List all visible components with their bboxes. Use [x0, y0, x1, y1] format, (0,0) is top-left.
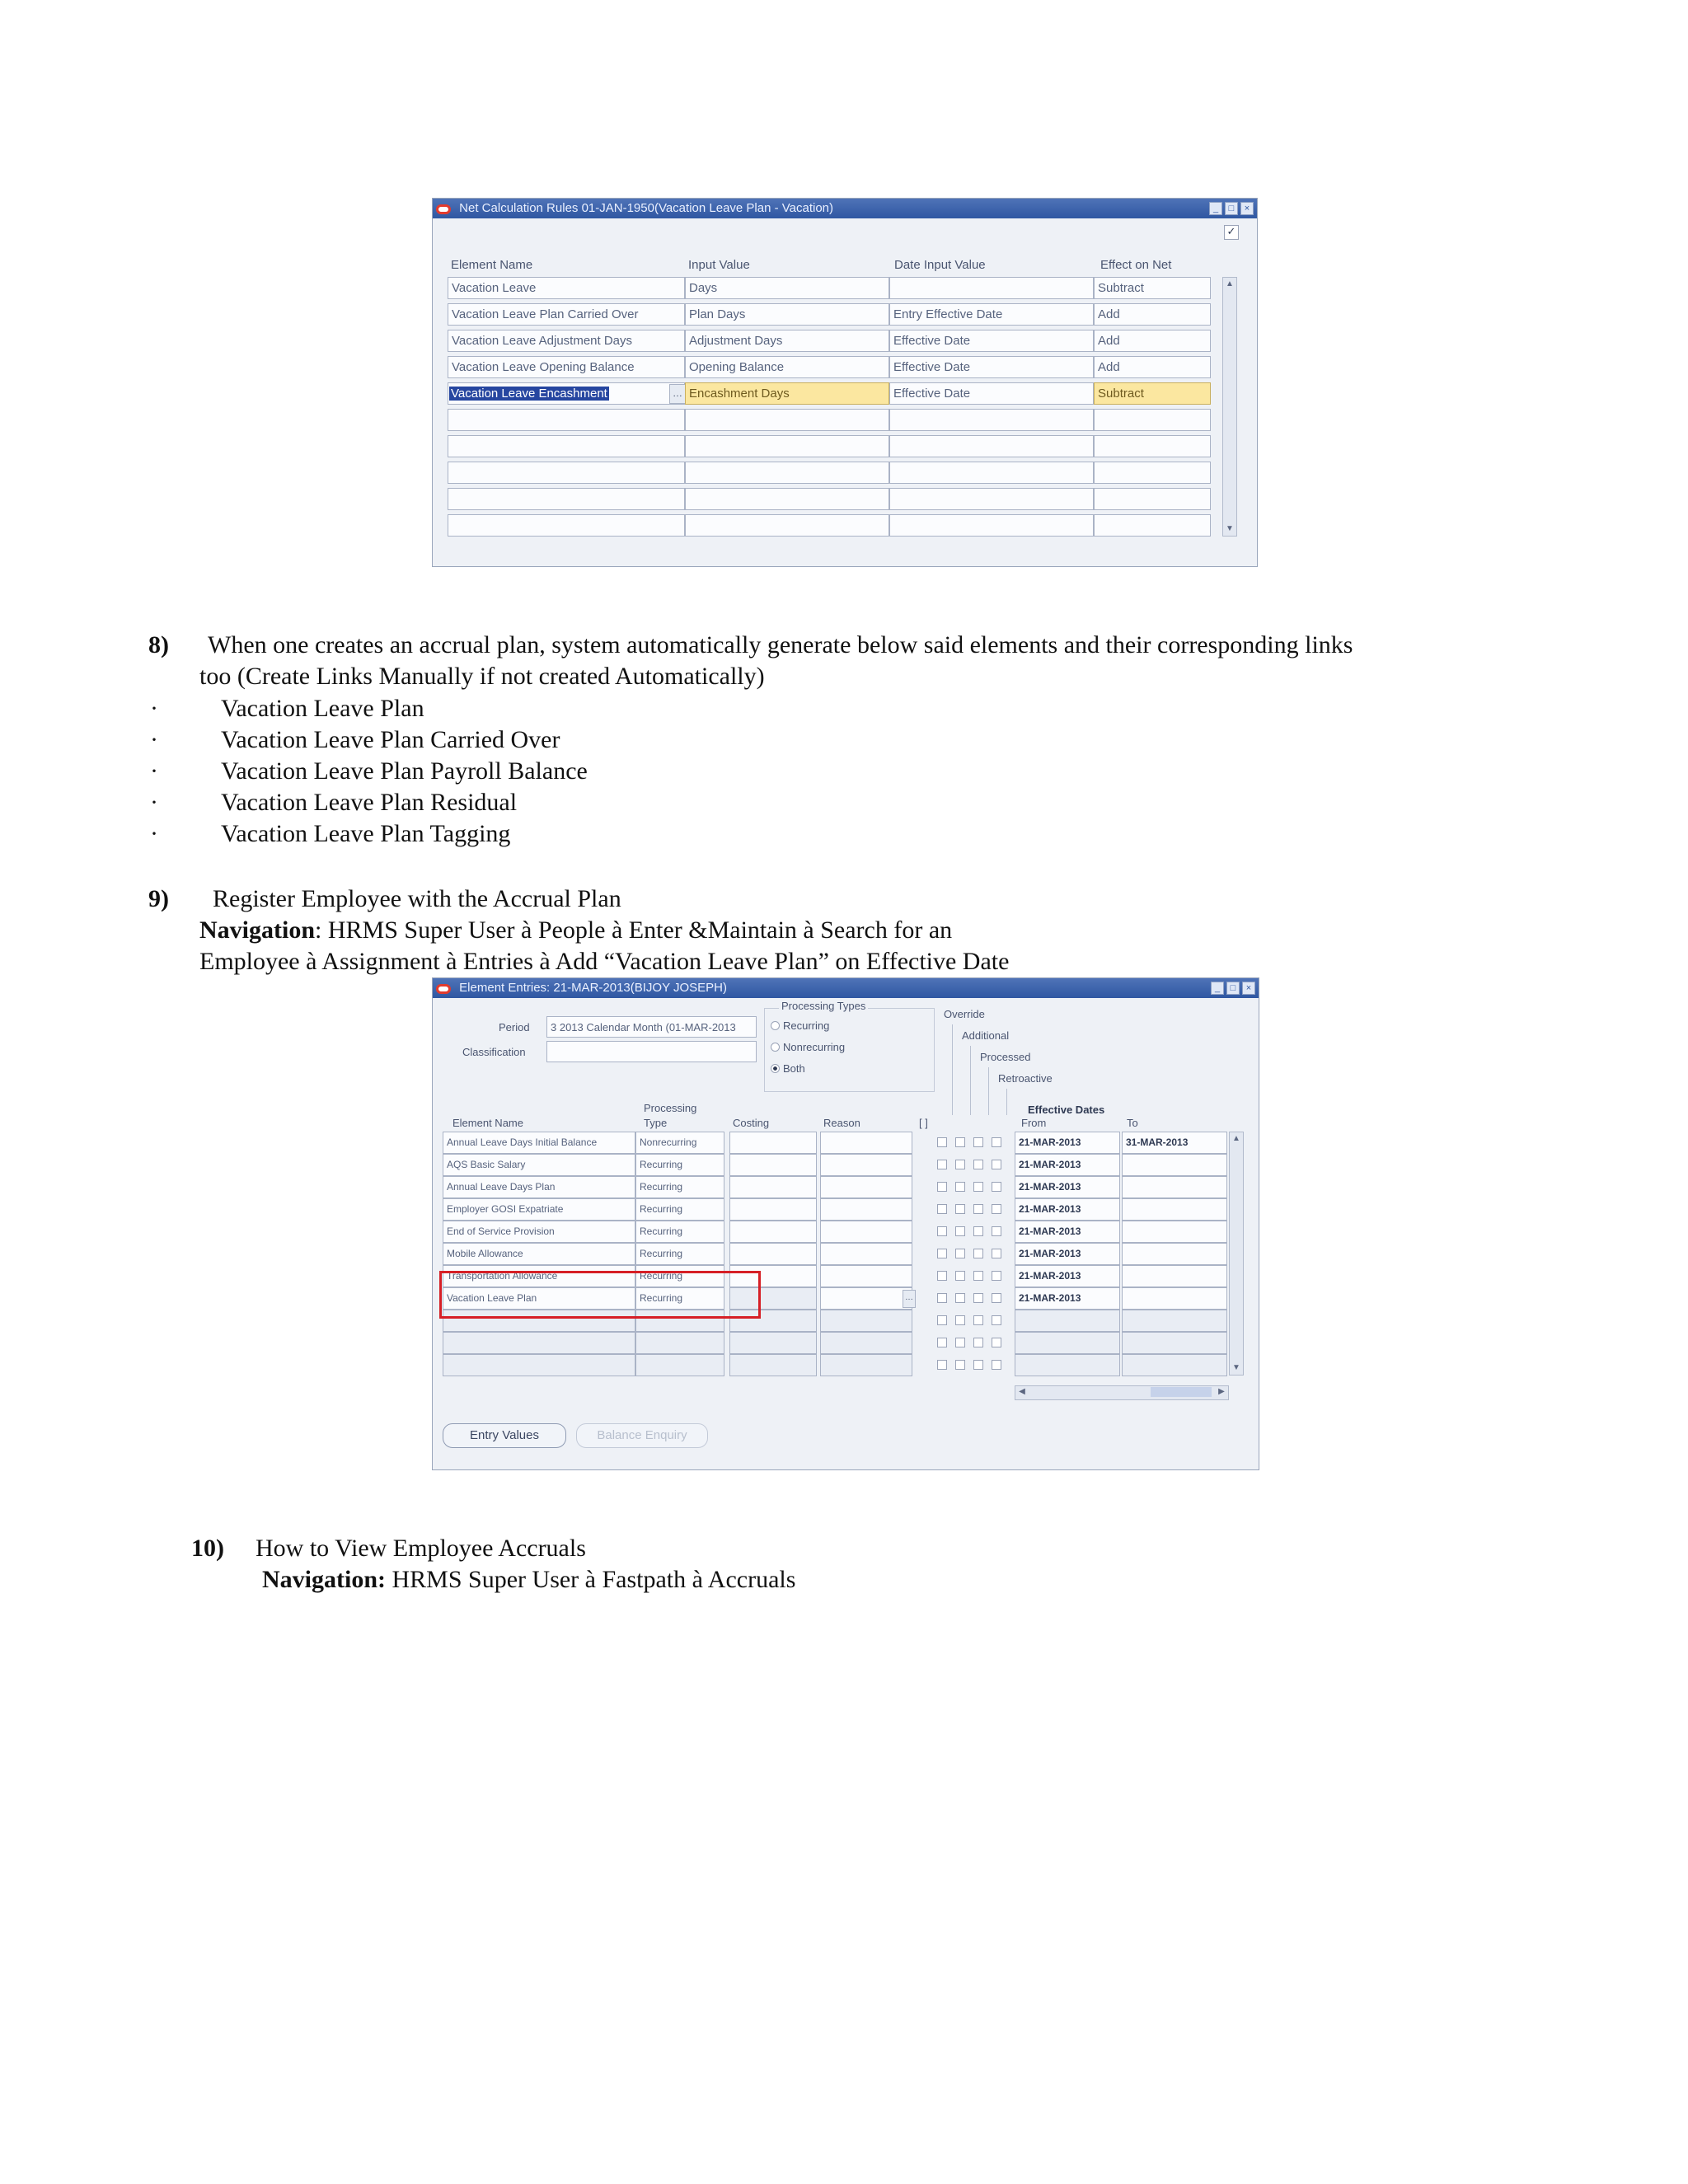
flag-checkbox[interactable] — [992, 1315, 1001, 1325]
section-10-number-text: 10) — [191, 1535, 224, 1562]
radio-both[interactable] — [771, 1062, 805, 1075]
flag-checkbox[interactable] — [992, 1249, 1001, 1258]
net-empty-row[interactable] — [1094, 409, 1211, 431]
entry-row-2-type[interactable]: Recurring — [635, 1154, 724, 1176]
flag-checkbox[interactable] — [937, 1338, 947, 1347]
balance-enquiry-button[interactable]: Balance Enquiry — [576, 1423, 708, 1448]
net-row-1-date[interactable] — [889, 277, 1094, 299]
period-field[interactable]: 3 2013 Calendar Month (01-MAR-2013 — [546, 1016, 757, 1038]
retroactive-tree-line — [1006, 1089, 1007, 1115]
flag-checkbox[interactable] — [955, 1226, 965, 1236]
col-element-name: Element Name — [452, 1117, 523, 1129]
bullet-marker: · — [150, 695, 158, 722]
net-empty-row[interactable] — [1094, 435, 1211, 457]
bullet-marker: · — [150, 726, 158, 753]
entry-row-5-costing[interactable] — [729, 1221, 817, 1243]
classification-field[interactable] — [546, 1041, 757, 1062]
net-row-3-input[interactable]: Adjustment Days — [685, 330, 889, 352]
classification-label: Classification — [462, 1046, 526, 1058]
net-empty-row[interactable] — [685, 488, 889, 510]
radio-both-label: Both — [783, 1062, 805, 1075]
net-row-2-element[interactable]: Vacation Leave Plan Carried Over — [448, 303, 685, 326]
entry-row-8-type[interactable]: Recurring — [635, 1287, 724, 1310]
net-empty-row[interactable] — [889, 488, 1094, 510]
net-row-1-element[interactable]: Vacation Leave — [448, 277, 685, 299]
entry-row-4-to[interactable] — [1122, 1198, 1227, 1221]
entry-empty-row[interactable] — [1015, 1332, 1120, 1354]
net-row-1-input[interactable]: Days — [685, 277, 889, 299]
col-from: From — [1021, 1117, 1047, 1129]
section-10-title: How to View Employee Accruals — [256, 1535, 586, 1562]
flag-checkbox[interactable] — [973, 1160, 983, 1169]
section-9-number-text: 9) — [148, 885, 169, 912]
flag-checkbox[interactable] — [992, 1226, 1001, 1236]
flag-checkbox[interactable] — [992, 1137, 1001, 1147]
flag-checkbox[interactable] — [992, 1360, 1001, 1370]
entry-row-6-from[interactable]: 21-MAR-2013 — [1015, 1243, 1120, 1265]
net-empty-row[interactable] — [889, 409, 1094, 431]
net-empty-row[interactable] — [448, 488, 685, 510]
navigation-path: HRMS Super User à Fastpath à Accruals — [392, 1566, 796, 1593]
entry-row-3-costing[interactable] — [729, 1176, 817, 1198]
net-empty-row[interactable] — [448, 409, 685, 431]
period-label: Period — [499, 1021, 530, 1033]
scroll-right-icon[interactable]: ▶ — [1218, 1387, 1225, 1396]
entry-row-4-costing[interactable] — [729, 1198, 817, 1221]
entry-empty-row[interactable] — [1122, 1354, 1227, 1376]
net-calculation-rules-window — [432, 198, 1258, 567]
entry-row-3-element[interactable]: Annual Leave Days Plan — [443, 1176, 635, 1198]
element-entries-window — [432, 977, 1259, 1470]
additional-label: Additional — [962, 1029, 1010, 1042]
flag-checkbox[interactable] — [955, 1204, 965, 1214]
entry-row-3-from[interactable]: 21-MAR-2013 — [1015, 1176, 1120, 1198]
scroll-up-icon[interactable]: ▲ — [1226, 279, 1234, 288]
net-empty-row[interactable] — [685, 514, 889, 537]
entry-empty-row[interactable] — [729, 1354, 817, 1376]
col-costing: Costing — [733, 1117, 770, 1129]
section-8-line-2: too (Create Links Manually if not created Automatically) — [199, 663, 765, 690]
entry-values-button[interactable]: Entry Values — [443, 1423, 566, 1448]
entry-row-7-reason[interactable] — [820, 1265, 912, 1287]
flag-checkbox[interactable] — [973, 1293, 983, 1303]
section-9-number — [148, 883, 169, 915]
lov-button[interactable]: … — [669, 384, 686, 404]
net-row-3-effect[interactable]: Add — [1094, 330, 1211, 352]
entry-row-6-type[interactable]: Recurring — [635, 1243, 724, 1265]
close-icon[interactable]: × — [1242, 982, 1255, 995]
flag-checkbox[interactable] — [973, 1204, 983, 1214]
net-empty-row[interactable] — [685, 409, 889, 431]
flag-checkbox[interactable] — [992, 1160, 1001, 1169]
entry-row-7-from[interactable]: 21-MAR-2013 — [1015, 1265, 1120, 1287]
header-element-name: Element Name — [451, 258, 533, 272]
entry-row-5-type[interactable]: Recurring — [635, 1221, 724, 1243]
header-effect-on-net: Effect on Net — [1100, 258, 1172, 272]
navigation-label: Navigation — [199, 916, 316, 944]
entry-row-5-reason[interactable] — [820, 1221, 912, 1243]
entries-window-title: Element Entries: 21-MAR-2013(BIJOY JOSEPH) — [459, 981, 728, 995]
net-vertical-scrollbar[interactable] — [1222, 277, 1237, 537]
entry-row-4-type[interactable]: Recurring — [635, 1198, 724, 1221]
section-8-line-1: When one creates an accrual plan, system automatically generate below said elements and their corresponding links — [208, 631, 1353, 658]
scroll-down-icon[interactable]: ▼ — [1232, 1363, 1240, 1372]
override-tree-line — [952, 1024, 953, 1115]
flag-checkbox[interactable] — [973, 1360, 983, 1370]
processed-label: Processed — [980, 1051, 1031, 1063]
flag-checkbox[interactable] — [992, 1182, 1001, 1192]
entry-row-8-element[interactable]: Vacation Leave Plan — [443, 1287, 635, 1310]
entry-row-5-from[interactable]: 21-MAR-2013 — [1015, 1221, 1120, 1243]
bullet-marker: · — [150, 757, 158, 785]
entry-row-3-to[interactable] — [1122, 1176, 1227, 1198]
retroactive-label: Retroactive — [998, 1072, 1053, 1085]
flag-checkbox[interactable] — [973, 1271, 983, 1281]
net-empty-row[interactable] — [448, 435, 685, 457]
flag-checkbox[interactable] — [937, 1271, 947, 1281]
entry-row-7-element[interactable]: Transportation Allowance — [443, 1265, 635, 1287]
flag-checkbox[interactable] — [955, 1315, 965, 1325]
effective-dates-label: Effective Dates — [1028, 1104, 1105, 1116]
navigation-path-1: : HRMS Super User à People à Enter &Maintain à Search for an — [315, 916, 953, 944]
entry-row-1-type[interactable]: Nonrecurring — [635, 1132, 724, 1154]
flag-checkbox[interactable] — [992, 1293, 1001, 1303]
scroll-thumb[interactable] — [1151, 1387, 1212, 1397]
net-row-2-input[interactable]: Plan Days — [685, 303, 889, 326]
flag-checkbox[interactable] — [973, 1226, 983, 1236]
net-row-2-date[interactable]: Entry Effective Date — [889, 303, 1094, 326]
entry-row-2-costing[interactable] — [729, 1154, 817, 1176]
entry-row-2-element[interactable]: AQS Basic Salary — [443, 1154, 635, 1176]
bullet-item-4: Vacation Leave Plan Residual — [221, 789, 518, 816]
entry-empty-row[interactable] — [1015, 1354, 1120, 1376]
col-flags-marker: [ ] — [919, 1117, 928, 1129]
radio-recurring[interactable] — [771, 1019, 829, 1032]
net-row-4-date[interactable]: Effective Date — [889, 356, 1094, 378]
flag-checkbox[interactable] — [937, 1160, 947, 1169]
entry-empty-row[interactable] — [1122, 1310, 1227, 1332]
entries-horizontal-scrollbar[interactable] — [1015, 1385, 1229, 1400]
entry-empty-row[interactable] — [443, 1332, 635, 1354]
net-empty-row[interactable] — [1094, 462, 1211, 484]
flag-checkbox[interactable] — [955, 1338, 965, 1347]
radio-button-icon[interactable] — [771, 1043, 780, 1052]
flag-checkbox[interactable] — [992, 1338, 1001, 1347]
entry-empty-row[interactable] — [820, 1354, 912, 1376]
net-row-4-effect[interactable]: Add — [1094, 356, 1211, 378]
checkmark-icon[interactable]: ✓ — [1224, 225, 1239, 240]
navigation-label: Navigation: — [262, 1566, 386, 1593]
flag-checkbox[interactable] — [955, 1360, 965, 1370]
entry-row-6-to[interactable] — [1122, 1243, 1227, 1265]
net-row-5-input[interactable]: Encashment Days — [685, 382, 889, 405]
flag-checkbox[interactable] — [973, 1249, 983, 1258]
maximize-icon[interactable]: □ — [1225, 202, 1238, 215]
entry-row-1-element[interactable]: Annual Leave Days Initial Balance — [443, 1132, 635, 1154]
close-icon[interactable]: × — [1240, 202, 1254, 215]
flag-checkbox[interactable] — [992, 1204, 1001, 1214]
scroll-up-icon[interactable]: ▲ — [1232, 1134, 1240, 1143]
entry-row-4-reason[interactable] — [820, 1198, 912, 1221]
col-to: To — [1127, 1117, 1138, 1129]
col-processing-2: Type — [644, 1117, 668, 1129]
flag-checkbox[interactable] — [973, 1315, 983, 1325]
entry-empty-row[interactable] — [1015, 1310, 1120, 1332]
net-row-4-element[interactable]: Vacation Leave Opening Balance — [448, 356, 685, 378]
section-9-navigation-line-1 — [199, 915, 952, 946]
processing-types-label: Processing Types — [779, 1000, 868, 1012]
flag-checkbox[interactable] — [955, 1160, 965, 1169]
net-row-5-effect[interactable]: Subtract — [1094, 382, 1211, 405]
flag-checkbox[interactable] — [955, 1293, 965, 1303]
entries-window-titlebar — [433, 978, 1259, 998]
flag-checkbox[interactable] — [973, 1137, 983, 1147]
net-empty-row[interactable] — [685, 435, 889, 457]
radio-nonrecurring[interactable] — [771, 1041, 845, 1053]
net-empty-row[interactable] — [685, 462, 889, 484]
entry-empty-row[interactable] — [729, 1332, 817, 1354]
entry-row-8-reason[interactable] — [820, 1287, 912, 1310]
minimize-icon[interactable]: _ — [1211, 982, 1224, 995]
entry-row-1-to[interactable]: 31-MAR-2013 — [1122, 1132, 1227, 1154]
entry-empty-row[interactable] — [443, 1354, 635, 1376]
flag-checkbox[interactable] — [955, 1249, 965, 1258]
flag-checkbox[interactable] — [937, 1137, 947, 1147]
net-empty-row[interactable] — [1094, 514, 1211, 537]
header-input-value: Input Value — [688, 258, 750, 272]
net-empty-row[interactable] — [448, 514, 685, 537]
net-window-title: Net Calculation Rules 01-JAN-1950(Vacation Leave Plan - Vacation) — [459, 201, 834, 215]
entry-row-8-from[interactable]: 21-MAR-2013 — [1015, 1287, 1120, 1310]
section-8-number-text: 8) — [148, 631, 169, 658]
net-empty-row[interactable] — [889, 514, 1094, 537]
minimize-icon[interactable]: _ — [1209, 202, 1222, 215]
reason-lov-button[interactable]: … — [903, 1290, 916, 1308]
section-9-navigation-line-2: Employee à Assignment à Entries à Add “Vacation Leave Plan” on Effective Date — [199, 948, 1010, 975]
radio-nonrecurring-label: Nonrecurring — [783, 1041, 846, 1053]
entry-row-3-reason[interactable] — [820, 1176, 912, 1198]
flag-checkbox[interactable] — [973, 1182, 983, 1192]
section-10-navigation — [262, 1564, 795, 1596]
col-processing-1: Processing — [644, 1102, 697, 1114]
entry-empty-row[interactable] — [635, 1332, 724, 1354]
flag-checkbox[interactable] — [955, 1137, 965, 1147]
bullet-item-2: Vacation Leave Plan Carried Over — [221, 726, 560, 753]
entry-row-4-from[interactable]: 21-MAR-2013 — [1015, 1198, 1120, 1221]
bullet-item-5: Vacation Leave Plan Tagging — [221, 820, 511, 847]
net-row-5-element[interactable] — [448, 382, 685, 405]
flag-checkbox[interactable] — [937, 1360, 947, 1370]
col-reason: Reason — [823, 1117, 860, 1129]
flag-checkbox[interactable] — [973, 1338, 983, 1347]
radio-button-icon[interactable] — [771, 1021, 780, 1030]
bullet-marker: · — [150, 820, 158, 847]
net-window-titlebar — [433, 199, 1257, 218]
entry-row-1-reason[interactable] — [820, 1132, 912, 1154]
processed-tree-line — [988, 1067, 989, 1115]
scroll-down-icon[interactable]: ▼ — [1226, 524, 1234, 533]
maximize-icon[interactable]: □ — [1226, 982, 1240, 995]
entry-row-4-element[interactable]: Employer GOSI Expatriate — [443, 1198, 635, 1221]
flag-checkbox[interactable] — [955, 1182, 965, 1192]
entry-row-3-type[interactable]: Recurring — [635, 1176, 724, 1198]
additional-tree-line — [970, 1046, 971, 1115]
override-label: Override — [944, 1008, 985, 1020]
entry-row-1-from[interactable]: 21-MAR-2013 — [1015, 1132, 1120, 1154]
oracle-logo-icon — [436, 984, 451, 994]
header-date-input-value: Date Input Value — [894, 258, 986, 272]
section-10-number — [191, 1533, 224, 1564]
flag-checkbox[interactable] — [955, 1271, 965, 1281]
entry-row-6-costing[interactable] — [729, 1243, 817, 1265]
radio-button-selected-icon[interactable] — [771, 1064, 780, 1073]
entries-vertical-scrollbar[interactable] — [1229, 1132, 1244, 1376]
highlight-box — [439, 1271, 761, 1319]
bullet-item-1: Vacation Leave Plan — [221, 695, 424, 722]
net-empty-row[interactable] — [448, 462, 685, 484]
net-row-5-date[interactable]: Effective Date — [889, 382, 1094, 405]
flag-checkbox[interactable] — [937, 1293, 947, 1303]
bullet-item-3: Vacation Leave Plan Payroll Balance — [221, 757, 588, 785]
entry-row-5-element[interactable]: End of Service Provision — [443, 1221, 635, 1243]
bullet-marker: · — [150, 789, 158, 816]
entry-row-5-to[interactable] — [1122, 1221, 1227, 1243]
entry-row-7-type[interactable]: Recurring — [635, 1265, 724, 1287]
entry-row-7-to[interactable] — [1122, 1265, 1227, 1287]
net-row-5-element-text: Vacation Leave Encashment — [451, 387, 607, 401]
entry-row-6-element[interactable]: Mobile Allowance — [443, 1243, 635, 1265]
oracle-logo-icon — [436, 204, 451, 214]
scroll-left-icon[interactable]: ◀ — [1019, 1387, 1025, 1396]
entry-empty-row[interactable] — [1122, 1332, 1227, 1354]
entry-empty-row[interactable] — [635, 1354, 724, 1376]
radio-recurring-label: Recurring — [783, 1019, 830, 1032]
net-empty-row[interactable] — [889, 435, 1094, 457]
entry-row-2-reason[interactable] — [820, 1154, 912, 1176]
flag-checkbox[interactable] — [937, 1226, 947, 1236]
entry-row-2-to[interactable] — [1122, 1154, 1227, 1176]
flag-checkbox[interactable] — [937, 1204, 947, 1214]
net-row-3-date[interactable]: Effective Date — [889, 330, 1094, 352]
net-empty-row[interactable] — [889, 462, 1094, 484]
net-row-3-element[interactable]: Vacation Leave Adjustment Days — [448, 330, 685, 352]
net-empty-row[interactable] — [1094, 488, 1211, 510]
entry-row-8-to[interactable] — [1122, 1287, 1227, 1310]
entry-row-1-costing[interactable] — [729, 1132, 817, 1154]
net-row-4-input[interactable]: Opening Balance — [685, 356, 889, 378]
flag-checkbox[interactable] — [937, 1249, 947, 1258]
flag-checkbox[interactable] — [992, 1271, 1001, 1281]
entry-row-6-reason[interactable] — [820, 1243, 912, 1265]
entry-empty-row[interactable] — [820, 1332, 912, 1354]
flag-checkbox[interactable] — [937, 1182, 947, 1192]
net-row-1-effect[interactable]: Subtract — [1094, 277, 1211, 299]
section-9-title: Register Employee with the Accrual Plan — [213, 885, 621, 912]
entry-row-2-from[interactable]: 21-MAR-2013 — [1015, 1154, 1120, 1176]
section-8-number — [148, 630, 169, 661]
net-row-2-effect[interactable]: Add — [1094, 303, 1211, 326]
entry-empty-row[interactable] — [820, 1310, 912, 1332]
flag-checkbox[interactable] — [937, 1315, 947, 1325]
